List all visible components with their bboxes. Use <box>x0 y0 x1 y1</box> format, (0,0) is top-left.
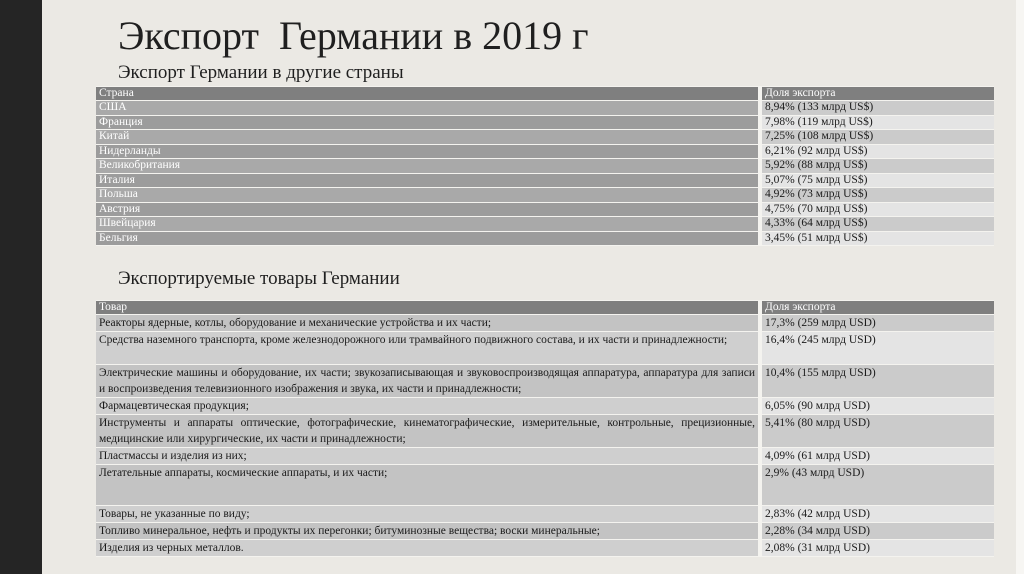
share-cell: 8,94% (133 млрд US$) <box>760 101 994 116</box>
table-row <box>96 231 994 246</box>
table-row <box>96 315 994 332</box>
share-cell: 16,4% (245 млрд USD) <box>760 332 994 365</box>
table-header-row <box>96 301 994 315</box>
share-cell: 10,4% (155 млрд USD) <box>760 365 994 398</box>
product-cell: Фармацевтическая продукция; <box>96 398 760 415</box>
table-row <box>96 415 994 448</box>
countries-table <box>96 86 994 246</box>
product-cell: Изделия из черных металлов. <box>96 540 760 557</box>
left-accent-bar <box>0 0 42 574</box>
table-row <box>96 115 994 130</box>
product-cell: Реакторы ядерные, котлы, оборудование и механические устройства и их части; <box>96 315 760 332</box>
country-cell: Нидерланды <box>96 144 760 159</box>
column-header-share: Доля экспорта <box>760 87 994 101</box>
share-cell: 7,25% (108 млрд US$) <box>760 130 994 145</box>
share-cell: 6,05% (90 млрд USD) <box>760 398 994 415</box>
share-cell: 17,3% (259 млрд USD) <box>760 315 994 332</box>
table-row <box>96 540 994 557</box>
table-row <box>96 159 994 174</box>
country-cell: Франция <box>96 115 760 130</box>
table-row <box>96 130 994 145</box>
share-cell: 4,33% (64 млрд US$) <box>760 217 994 232</box>
product-cell: Электрические машины и оборудование, их части; звукозаписывающая и звуковоспроизводящая аппаратура, аппаратура для записи и воспроизведения телевизионного изображения и звука, их части и принадлежности; <box>96 365 760 398</box>
product-cell: Топливо минеральное, нефть и продукты их перегонки; битуминозные вещества; воски минеральные; <box>96 523 760 540</box>
product-cell: Пластмассы и изделия из них; <box>96 448 760 465</box>
share-cell: 6,21% (92 млрд US$) <box>760 144 994 159</box>
product-cell: Средства наземного транспорта, кроме железнодорожного или трамвайного подвижного состава, и их части и принадлежности; <box>96 332 760 365</box>
share-cell: 5,07% (75 млрд US$) <box>760 173 994 188</box>
share-cell: 2,9% (43 млрд USD) <box>760 465 994 506</box>
table-row <box>96 173 994 188</box>
share-cell: 4,75% (70 млрд US$) <box>760 202 994 217</box>
share-cell: 5,41% (80 млрд USD) <box>760 415 994 448</box>
table-row <box>96 365 994 398</box>
column-header-country: Страна <box>96 87 760 101</box>
share-cell: 2,28% (34 млрд USD) <box>760 523 994 540</box>
share-cell: 7,98% (119 млрд US$) <box>760 115 994 130</box>
share-cell: 2,08% (31 млрд USD) <box>760 540 994 557</box>
share-cell: 5,92% (88 млрд US$) <box>760 159 994 174</box>
goods-subtitle: Экспортируемые товары Германии <box>118 268 400 289</box>
country-cell: Австрия <box>96 202 760 217</box>
table-row <box>96 398 994 415</box>
table-row <box>96 188 994 203</box>
goods-table <box>96 300 994 557</box>
share-cell: 2,83% (42 млрд USD) <box>760 506 994 523</box>
table-row <box>96 202 994 217</box>
country-cell: Италия <box>96 173 760 188</box>
table-row <box>96 101 994 116</box>
share-cell: 4,09% (61 млрд USD) <box>760 448 994 465</box>
column-header-product: Товар <box>96 301 760 315</box>
country-cell: Швейцария <box>96 217 760 232</box>
table-header-row <box>96 87 994 101</box>
country-cell: Бельгия <box>96 231 760 246</box>
table-row <box>96 506 994 523</box>
countries-subtitle: Экспорт Германии в другие страны <box>118 62 404 83</box>
table-row <box>96 144 994 159</box>
country-cell: Китай <box>96 130 760 145</box>
product-cell: Товары, не указанные по виду; <box>96 506 760 523</box>
country-cell: Польша <box>96 188 760 203</box>
table-row <box>96 465 994 506</box>
right-edge <box>1016 0 1024 574</box>
table-row <box>96 523 994 540</box>
table-row <box>96 332 994 365</box>
country-cell: Великобритания <box>96 159 760 174</box>
country-cell: США <box>96 101 760 116</box>
column-header-share: Доля экспорта <box>760 301 994 315</box>
table-row <box>96 448 994 465</box>
product-cell: Инструменты и аппараты оптические, фотографические, кинематографические, измерительные, контрольные, прецизионные, медицинские или хирургические, их части и принадлежности; <box>96 415 760 448</box>
share-cell: 3,45% (51 млрд US$) <box>760 231 994 246</box>
share-cell: 4,92% (73 млрд US$) <box>760 188 994 203</box>
product-cell: Летательные аппараты, космические аппараты, и их части; <box>96 465 760 506</box>
page-title: Экспорт Германии в 2019 г <box>118 13 589 58</box>
table-row <box>96 217 994 232</box>
